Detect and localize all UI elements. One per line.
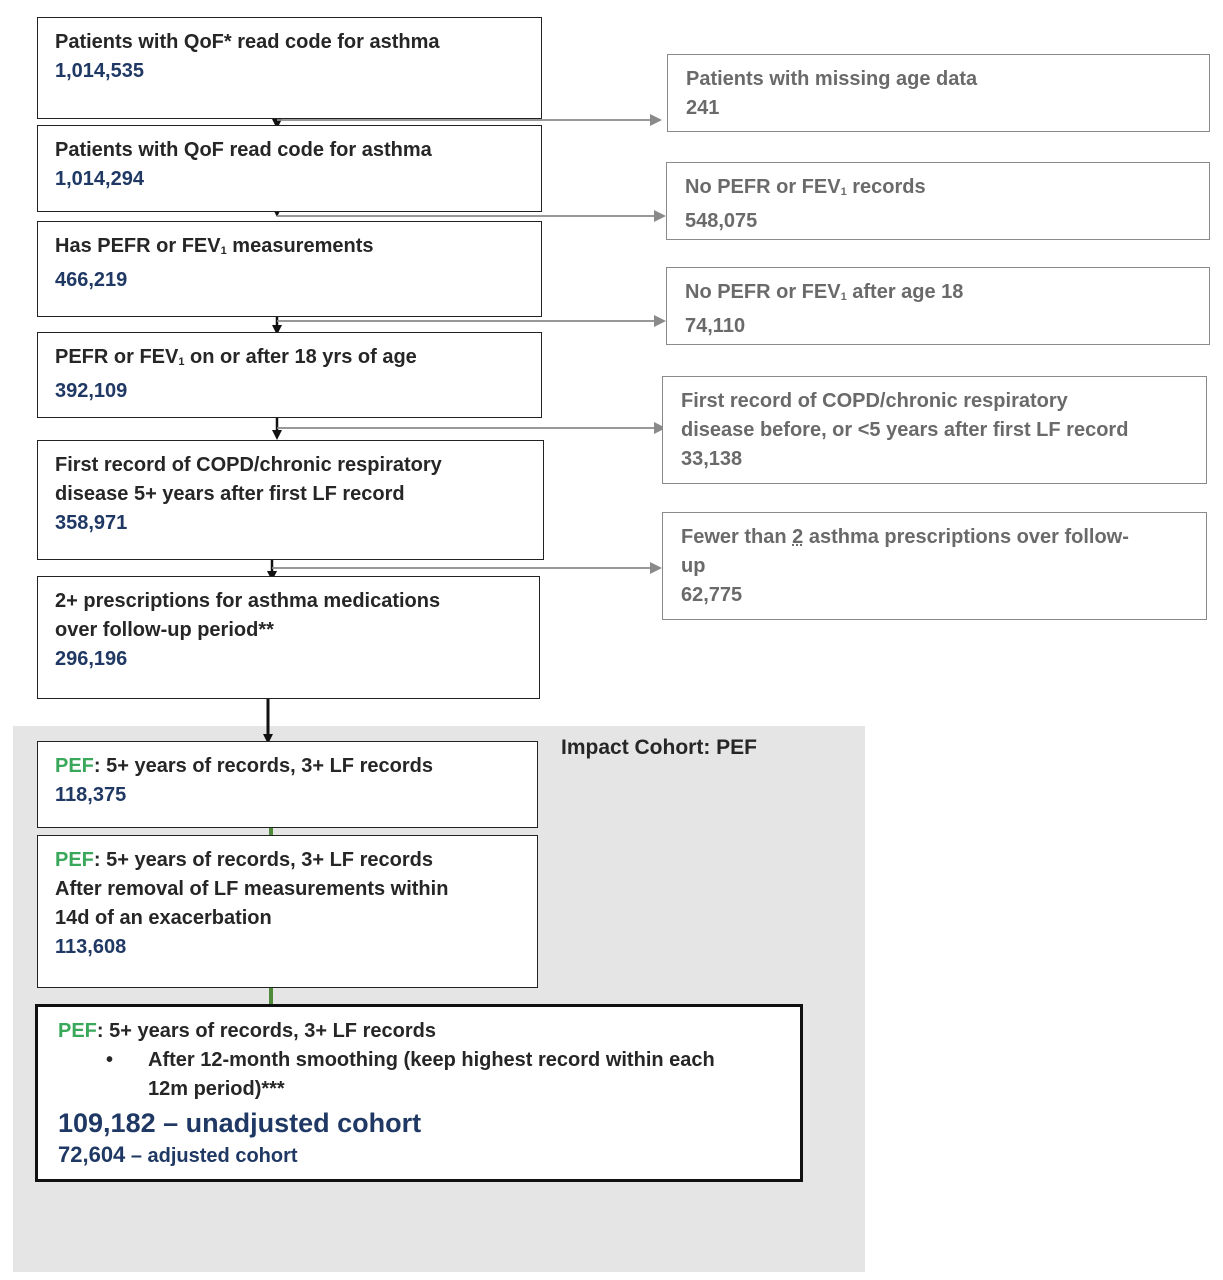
exclusion-box-3-count: 74,110 — [685, 315, 746, 337]
main-box-5-line1: First record of COPD/chronic respiratory — [55, 454, 442, 476]
main-box-3-label: Has PEFR or $FEV_1$ measurements — [55, 235, 374, 257]
main-box-3-count: 466,219 — [55, 269, 128, 291]
main-box-3 — [37, 221, 542, 317]
cohort-box-1-label: PEF: 5+ years of records, 3+ LF records — [55, 755, 433, 777]
exclusion-box-2-count: 548,075 — [685, 210, 758, 232]
exclusion-box-5-line1: Fewer than 2 asthma prescriptions over follow- — [681, 526, 1129, 548]
exclusion-box-5-count: 62,775 — [681, 584, 743, 606]
main-box-2-count: 1,014,294 — [55, 168, 144, 190]
main-box-1-count: 1,014,535 — [55, 60, 144, 82]
cohort-box-3-bullet-cont: 12m period)*** — [148, 1078, 285, 1100]
main-box-5-line2: disease 5+ years after first LF record — [55, 483, 405, 505]
cohort-box-1 — [37, 741, 538, 828]
exclusion-box-3 — [666, 267, 1210, 345]
main-box-5-count: 358,971 — [55, 512, 128, 534]
exclusion-box-4-line2: disease before, or <5 years after first LF record — [681, 419, 1129, 441]
exclusion-box-4 — [662, 376, 1207, 484]
cohort-box-2-line2: After removal of LF measurements within — [55, 878, 449, 900]
exclusion-box-4-line1: First record of COPD/chronic respiratory — [681, 390, 1068, 412]
cohort-box-3-bullet — [58, 1046, 784, 1075]
cohort-box-3-label: PEF: 5+ years of records, 3+ LF records — [58, 1020, 436, 1042]
cohort-box-3 — [35, 1004, 803, 1182]
exclusion-box-5-line2: up — [681, 555, 706, 577]
main-box-1-label: Patients with QoF* read code for asthma — [55, 31, 440, 53]
cohort-box-2 — [37, 835, 538, 988]
cohort-box-1-count: 118,375 — [55, 784, 127, 806]
bullet-dot: • — [106, 1049, 114, 1071]
exclusion-box-1-count: 241 — [686, 97, 720, 119]
exclusion-box-4-count: 33,138 — [681, 448, 743, 470]
exclusion-box-3-label: No PEFR or $FEV_1$ after age 18 — [685, 281, 964, 303]
main-box-6-line1: 2+ prescriptions for asthma medications — [55, 590, 441, 612]
cohort-box-3-bullet-text: After 12-month smoothing (keep highest record within each — [148, 1049, 715, 1071]
adjusted-cohort-line: 72,604 – adjusted cohort — [58, 1142, 298, 1167]
main-box-6-line2: over follow-up period** — [55, 619, 274, 641]
main-box-2-label: Patients with QoF read code for asthma — [55, 139, 432, 161]
main-box-5 — [37, 440, 544, 560]
exclusion-box-2 — [666, 162, 1210, 240]
unadjusted-cohort-count: 109,182 – unadjusted cohort — [58, 1108, 422, 1138]
main-box-6-count: 296,196 — [55, 648, 128, 670]
main-box-4-count: 392,109 — [55, 380, 128, 402]
exclusion-box-2-label: No PEFR or $FEV_1$ records — [685, 176, 926, 198]
main-box-4-label: PEFR or $FEV_1$ on or after 18 yrs of age — [55, 346, 417, 368]
impact-cohort-title: Impact Cohort: PEF — [561, 736, 758, 759]
exclusion-box-1 — [667, 54, 1210, 132]
main-box-6 — [37, 576, 540, 699]
exclusion-box-1-label: Patients with missing age data — [686, 68, 978, 90]
cohort-box-2-line3: 14d of an exacerbation — [55, 907, 272, 929]
main-box-1 — [37, 17, 542, 119]
main-box-2 — [37, 125, 542, 212]
cohort-box-2-count: 113,608 — [55, 936, 127, 958]
main-box-4 — [37, 332, 542, 418]
cohort-box-2-label: PEF: 5+ years of records, 3+ LF records — [55, 849, 433, 871]
exclusion-box-5 — [662, 512, 1207, 620]
